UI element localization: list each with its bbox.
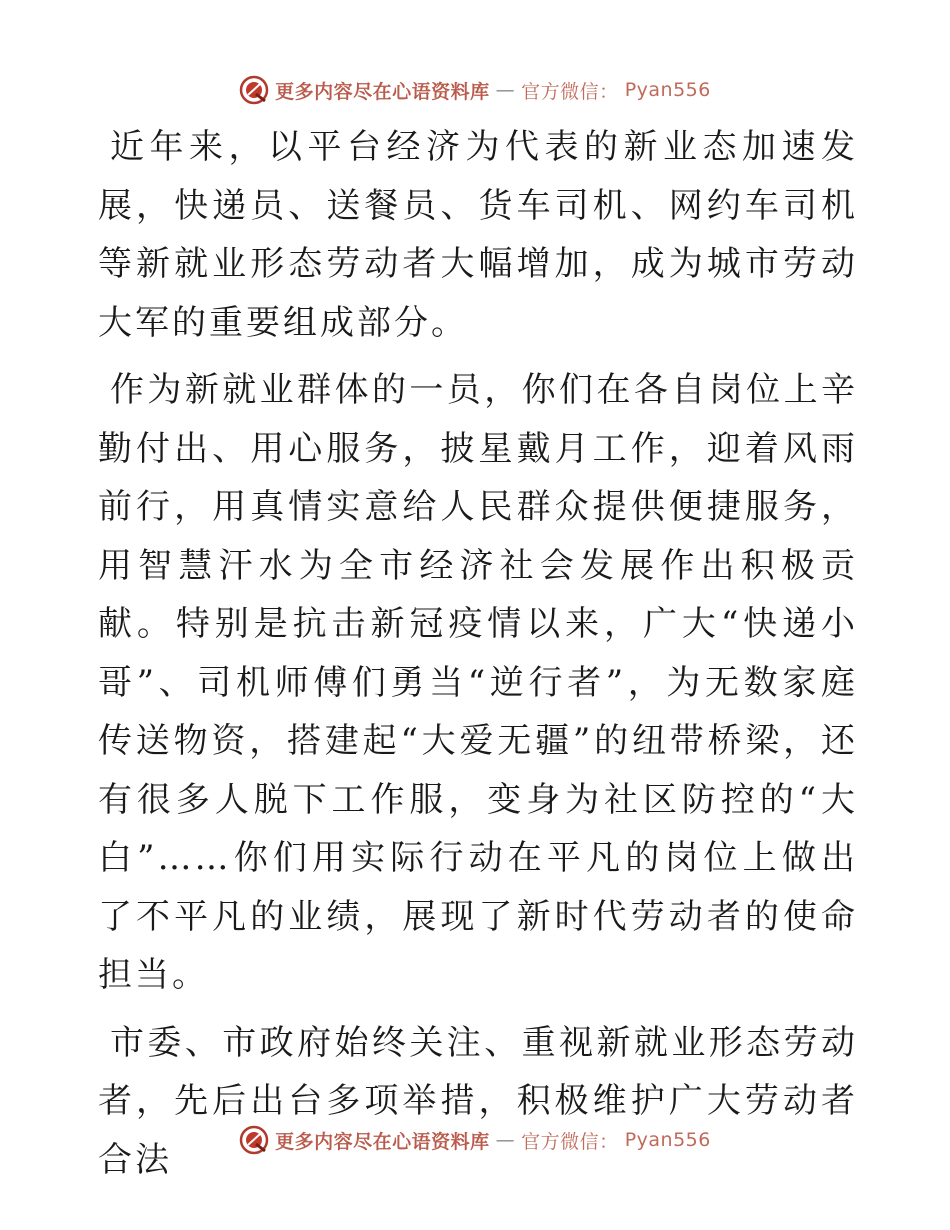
paragraph-3: 市委、市政府始终关注、重视新就业形态劳动者，先后出台多项举措，积极维护广大劳动者合法 — [98, 1022, 858, 1180]
watermark-separator: — — [495, 1129, 516, 1151]
document-body — [98, 118, 858, 1198]
paragraph-2: 作为新就业群体的一员，你们在各自岗位上辛勤付出、用心服务，披星戴月工作，迎着风雨前行，用真情实意给人民群众提供便捷服务，用智慧汗水为全市经济社会发展作出积极贡献。特别是抗击新冠疫情以来，广大“快递小哥”、司机师傅们勇当“逆行者”，为无数家庭传送物资，搭建起“大爱无疆”的纽带桥梁，还有很多人脱下工作服，变身为社区防控的“大白”……你们用实际行动在平凡的岗位上做出了不平凡的业绩，展现了新时代劳动者的使命担当。 — [98, 370, 858, 995]
brand-logo-icon — [239, 75, 269, 105]
watermark-label: 官方微信： — [521, 1130, 619, 1153]
paragraph-1: 近年来，以平台经济为代表的新业态加速发展，快递员、送餐员、货车司机、网约车司机等新就业形态劳动者大幅增加，成为城市劳动大军的重要组成部分。 — [98, 127, 858, 343]
watermark-wechat-id: Pyan556 — [624, 79, 711, 101]
watermark-brand-text: 更多内容尽在心语资料库 — [275, 1130, 490, 1153]
watermark-separator: — — [495, 79, 516, 101]
watermark-wechat-id: Pyan556 — [624, 1129, 711, 1151]
footer-watermark — [0, 1120, 950, 1160]
brand-logo-icon — [239, 1125, 269, 1155]
header-watermark — [0, 70, 950, 110]
watermark-brand-text: 更多内容尽在心语资料库 — [275, 80, 490, 103]
watermark-label: 官方微信： — [521, 80, 619, 103]
